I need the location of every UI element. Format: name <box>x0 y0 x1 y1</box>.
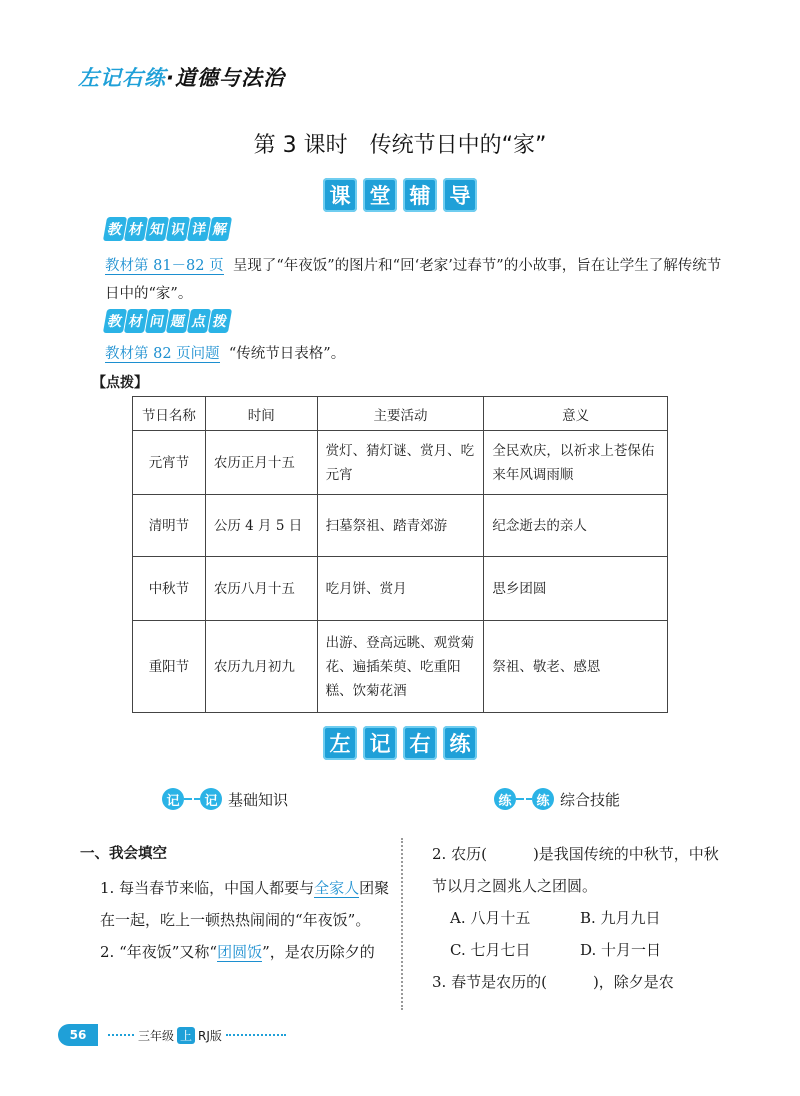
banner-char: 堂 <box>363 178 397 212</box>
question-2 <box>80 936 390 968</box>
textbook-pages-ref: 教材第 81－82 页 <box>105 258 224 274</box>
grade-label: 三年级 <box>138 1028 175 1043</box>
question-text: 2. 农历( <box>432 845 487 863</box>
festival-name: 重阳节 <box>133 621 206 713</box>
fill-blank-title: 一、我会填空 <box>80 846 167 862</box>
badge-char: 练 <box>494 788 516 810</box>
question-text: )，除夕是农 <box>592 973 674 991</box>
knowledge-text: 呈现了“年夜饭”的图片和“回‘老家’过春节”的小故事，旨在让学生了解传统节日中的“家”。 <box>105 258 722 302</box>
tag-char: 识 <box>166 217 190 241</box>
question-2-right <box>432 838 728 902</box>
header-cell: 时间 <box>205 397 317 431</box>
banner-char: 右 <box>403 726 437 760</box>
tag-char: 题 <box>166 309 190 333</box>
table-row <box>133 431 668 495</box>
practice-banner <box>0 726 800 760</box>
table-row <box>133 557 668 621</box>
question-text: 1. 每当春节来临，中国人都要与 <box>100 879 315 897</box>
question-paragraph <box>105 340 725 368</box>
tag-char: 教 <box>103 309 127 333</box>
option-a[interactable]: A. 八月十五 <box>450 909 531 927</box>
option-d[interactable]: D. 十月一日 <box>580 941 662 959</box>
brand-subject: ·道德与法治 <box>166 66 285 90</box>
lesson-number: 第 3 课时 <box>253 133 348 158</box>
option-c[interactable]: C. 七月七日 <box>450 941 531 959</box>
term-badge: 上 <box>177 1027 195 1044</box>
badge-char: 记 <box>200 788 222 810</box>
option-b[interactable]: B. 九月九日 <box>580 909 661 927</box>
question-text: )是我国传统的中秋节，中秋节以月之圆兆人之团圆。 <box>432 845 719 895</box>
lesson-title <box>0 128 800 159</box>
textbook-question-tag <box>105 310 231 332</box>
header-cell: 主要活动 <box>317 397 484 431</box>
edition-label: RJ版 <box>198 1028 222 1043</box>
question-text: 团聚在一起，吃上一顿热热闹闹的“年夜饭”。 <box>100 879 390 929</box>
classroom-guide-banner <box>0 178 800 212</box>
festival-date: 农历正月十五 <box>205 431 317 495</box>
badge-char: 记 <box>162 788 184 810</box>
brand-name: 左记右练 <box>78 66 166 90</box>
table-header-row <box>133 397 668 431</box>
banner-char: 练 <box>443 726 477 760</box>
brand-title <box>78 62 285 92</box>
page-footer <box>58 1024 290 1046</box>
festival-name: 清明节 <box>133 495 206 557</box>
textbook-knowledge-tag <box>105 218 231 240</box>
festival-date: 公历 4 月 5 日 <box>205 495 317 557</box>
festival-table <box>132 396 668 713</box>
question-3-right <box>432 966 728 998</box>
festival-activities: 赏灯、猜灯谜、赏月、吃元宵 <box>317 431 484 495</box>
festival-meaning: 纪念逝去的亲人 <box>484 495 668 557</box>
tag-char: 解 <box>208 217 232 241</box>
table-row <box>133 495 668 557</box>
section-label: 综合技能 <box>560 790 621 809</box>
banner-char: 导 <box>443 178 477 212</box>
practice-badge <box>494 788 554 810</box>
question-text: 2. “年夜饭”又称“ <box>100 943 218 961</box>
banner-char: 辅 <box>403 178 437 212</box>
tag-char: 点 <box>187 309 211 333</box>
right-column <box>432 838 728 998</box>
knowledge-paragraph <box>105 252 725 308</box>
festival-meaning: 祭祖、敬老、感恩 <box>484 621 668 713</box>
basic-knowledge-head <box>162 788 288 810</box>
header-cell: 节日名称 <box>133 397 206 431</box>
answer-text: 团圆饭 <box>217 943 263 961</box>
choice-options <box>432 902 728 966</box>
tag-char: 知 <box>145 217 169 241</box>
column-divider <box>401 838 403 1010</box>
tag-char: 拨 <box>208 309 232 333</box>
section-label: 基础知识 <box>228 790 289 809</box>
festival-meaning: 思乡团圆 <box>484 557 668 621</box>
festival-name: 中秋节 <box>133 557 206 621</box>
festival-name: 元宵节 <box>133 431 206 495</box>
question-text: ”，是农历除夕的 <box>262 943 375 961</box>
tag-char: 问 <box>145 309 169 333</box>
banner-char: 记 <box>363 726 397 760</box>
tag-char: 材 <box>124 217 148 241</box>
question-text: “传统节日表格”。 <box>228 346 346 362</box>
question-text: 3. 春节是农历的( <box>432 973 547 991</box>
table-row <box>133 621 668 713</box>
left-column <box>80 838 390 968</box>
banner-char: 课 <box>323 178 357 212</box>
tag-char: 教 <box>103 217 127 241</box>
header-cell: 意义 <box>484 397 668 431</box>
banner-char: 左 <box>323 726 357 760</box>
festival-activities: 出游、登高远眺、观赏菊花、遍插茱萸、吃重阳糕、饮菊花酒 <box>317 621 484 713</box>
festival-activities: 扫墓祭祖、踏青郊游 <box>317 495 484 557</box>
lesson-name: 传统节日中的“家” <box>369 133 547 158</box>
page-number: 56 <box>58 1024 98 1046</box>
festival-date: 农历九月初九 <box>205 621 317 713</box>
hint-label: 【点拨】 <box>92 375 148 391</box>
badge-char: 练 <box>532 788 554 810</box>
question-1 <box>80 872 390 936</box>
festival-meaning: 全民欢庆，以祈求上苍保佑来年风调雨顺 <box>484 431 668 495</box>
answer-text: 全家人 <box>314 879 360 897</box>
festival-date: 农历八月十五 <box>205 557 317 621</box>
question-ref: 教材第 82 页问题 <box>105 346 220 362</box>
tag-char: 材 <box>124 309 148 333</box>
tag-char: 详 <box>187 217 211 241</box>
festival-activities: 吃月饼、赏月 <box>317 557 484 621</box>
skills-head <box>494 788 620 810</box>
remember-badge <box>162 788 222 810</box>
